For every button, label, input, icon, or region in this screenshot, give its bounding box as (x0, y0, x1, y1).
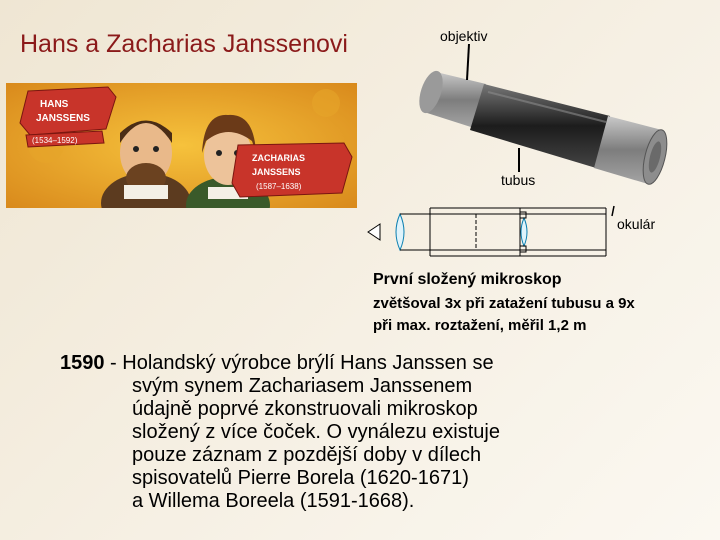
text-fragment: se (466, 352, 494, 374)
text-fragment: svým synem (132, 375, 249, 397)
banner-hans-line2: JANSSENS (36, 113, 90, 124)
slide-title: Hans a Zacharias Janssenovi (20, 30, 348, 58)
tube-label: tubus (501, 172, 536, 188)
caption-line-1: zvětšoval 3x při zatažení tubusu a 9x (373, 295, 635, 312)
eyepiece-label: okulár (617, 216, 656, 232)
caption-body (373, 293, 703, 337)
objective-label: objektiv (440, 28, 488, 44)
paragraph-line-3: údajně poprvé zkonstruovali mikroskop (132, 398, 478, 420)
banner-hans-line1: HANS (40, 99, 69, 110)
paragraph-line-1 (60, 352, 620, 375)
paragraph-line-6: spisovatelů Pierre Borela (1620-1671) (132, 467, 469, 489)
year: 1590 (60, 352, 105, 374)
banner-zach-years: (1587–1638) (256, 182, 302, 191)
text-fragment: - Holandský výrobce brýlí (104, 352, 341, 374)
tube-schematic (368, 208, 606, 256)
paragraph-line-5: pouze záznam z pozdější doby v dílech (132, 444, 482, 466)
paragraph-line-7: a Willema Boreela (1591-1668). (132, 490, 415, 512)
banner-zach-line2: JANSSENS (252, 167, 301, 177)
caption-line-2: při max. roztažení, měřil 1,2 m (373, 317, 587, 334)
eyepiece-pointer (612, 206, 614, 216)
eyepiece-end (594, 116, 671, 187)
objective-pointer (467, 44, 469, 80)
name-zacharias: Zachariasem Janssenem (248, 375, 473, 397)
caption-title: První složený mikroskop (373, 271, 562, 288)
main-paragraph (60, 352, 620, 513)
banner-zach-line1: ZACHARIAS (252, 153, 305, 163)
name-hans: Hans Janssen (340, 352, 467, 374)
banner-hans-years: (1534–1592) (32, 136, 78, 145)
paragraph-line-2 (60, 375, 620, 398)
tube-body (470, 84, 610, 168)
paragraph-line-4: složený z více čoček. O vynálezu existuje (132, 421, 500, 443)
